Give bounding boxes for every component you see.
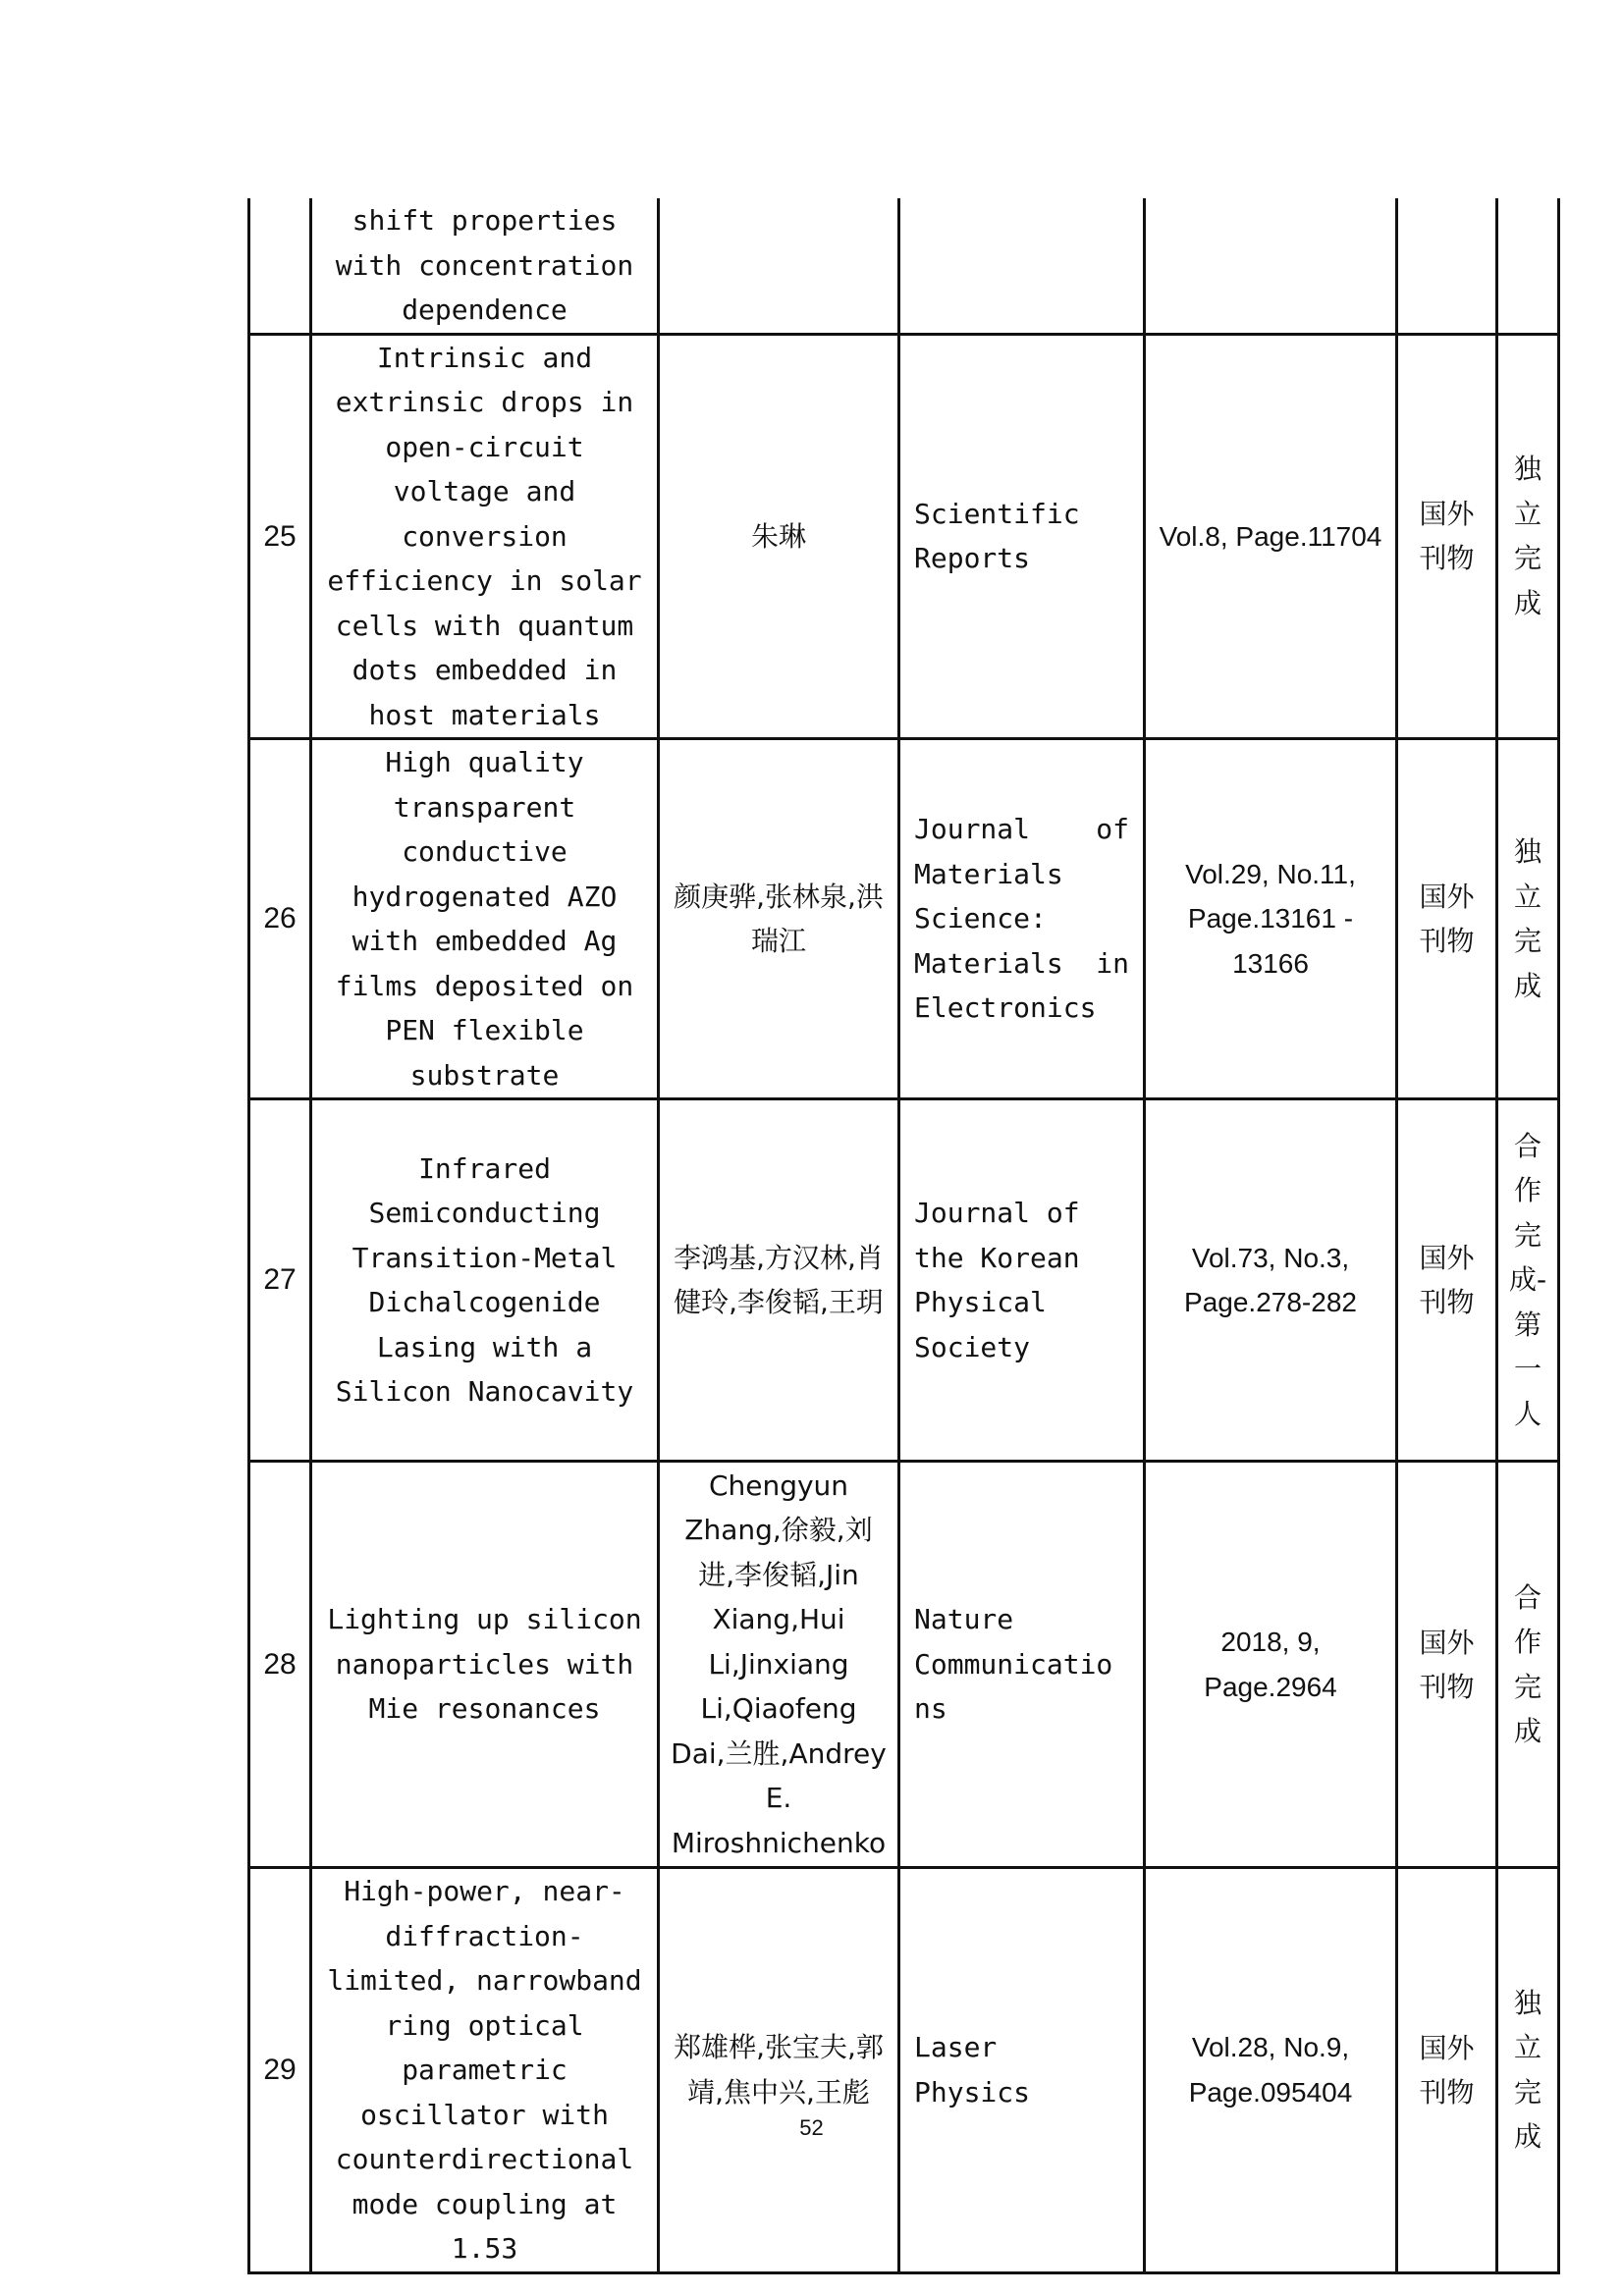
journal-name: Journal of Materials Science: Materials in Electronics	[899, 739, 1145, 1099]
row-number: 26	[249, 739, 311, 1099]
volume-page: Vol.8, Page.11704	[1145, 334, 1397, 739]
paper-authors: 朱琳	[659, 334, 899, 739]
volume-page: Vol.29, No.11, Page.13161 - 13166	[1145, 739, 1397, 1099]
volume-page: 2018, 9, Page.2964	[1145, 1462, 1397, 1868]
paper-title: shift properties with concentration dependence	[311, 198, 659, 334]
paper-title: Intrinsic and extrinsic drops in open-circuit voltage and conversion efficiency in solar cells with quantum dots embedded in host materials	[311, 334, 659, 739]
paper-authors: 颜庚骅,张林泉,洪瑞江	[659, 739, 899, 1099]
publication-table	[247, 198, 1560, 2274]
row-number: 27	[249, 1099, 311, 1462]
paper-title: High quality transparent conductive hydrogenated AZO with embedded Ag films deposited on PEN flexible substrate	[311, 739, 659, 1099]
paper-authors	[659, 198, 899, 334]
paper-authors: 郑雄桦,张宝夫,郭靖,焦中兴,王彪	[659, 1868, 899, 2273]
publication-category: 国外刊物	[1397, 1462, 1497, 1868]
table-row	[249, 1099, 1559, 1462]
paper-authors: 李鸿基,方汉林,肖健玲,李俊韬,王玥	[659, 1099, 899, 1462]
publication-category: 国外刊物	[1397, 739, 1497, 1099]
journal-name: Scientific Reports	[899, 334, 1145, 739]
completion-mode: 独立完成	[1497, 739, 1559, 1099]
row-number: 28	[249, 1462, 311, 1868]
journal-name: Laser Physics	[899, 1868, 1145, 2273]
publication-category: 国外刊物	[1397, 334, 1497, 739]
completion-mode: 独立完成	[1497, 1868, 1559, 2273]
table-row	[249, 1462, 1559, 1868]
publication-category: 国外刊物	[1397, 1868, 1497, 2273]
paper-authors: Chengyun Zhang,徐毅,刘进,李俊韬,Jin Xiang,Hui Li,Jinxiang Li,Qiaofeng Dai,兰胜,Andrey E. Miroshnichenko	[659, 1462, 899, 1868]
table-row	[249, 1868, 1559, 2273]
row-number: 25	[249, 334, 311, 739]
paper-title: High-power, near-diffraction-limited, narrowband ring optical parametric oscillator with counterdirectional mode coupling at 1.53	[311, 1868, 659, 2273]
table-row	[249, 739, 1559, 1099]
volume-page	[1145, 198, 1397, 334]
table-row	[249, 334, 1559, 739]
paper-title: Lighting up silicon nanoparticles with Mie resonances	[311, 1462, 659, 1868]
table-row	[249, 198, 1559, 334]
journal-name: Journal of the Korean Physical Society	[899, 1099, 1145, 1462]
volume-page: Vol.73, No.3, Page.278-282	[1145, 1099, 1397, 1462]
completion-mode	[1497, 198, 1559, 334]
row-number: 29	[249, 1868, 311, 2273]
row-number	[249, 198, 311, 334]
journal-name	[899, 198, 1145, 334]
publication-category	[1397, 198, 1497, 334]
completion-mode: 合作完成	[1497, 1462, 1559, 1868]
page-number: 52	[799, 2115, 824, 2140]
journal-name: Nature Communications	[899, 1462, 1145, 1868]
paper-title: Infrared Semiconducting Transition-Metal Dichalcogenide Lasing with a Silicon Nanocavity	[311, 1099, 659, 1462]
publication-category: 国外刊物	[1397, 1099, 1497, 1462]
completion-mode: 合作完成-第一人	[1497, 1099, 1559, 1462]
volume-page: Vol.28, No.9, Page.095404	[1145, 1868, 1397, 2273]
completion-mode: 独立完成	[1497, 334, 1559, 739]
